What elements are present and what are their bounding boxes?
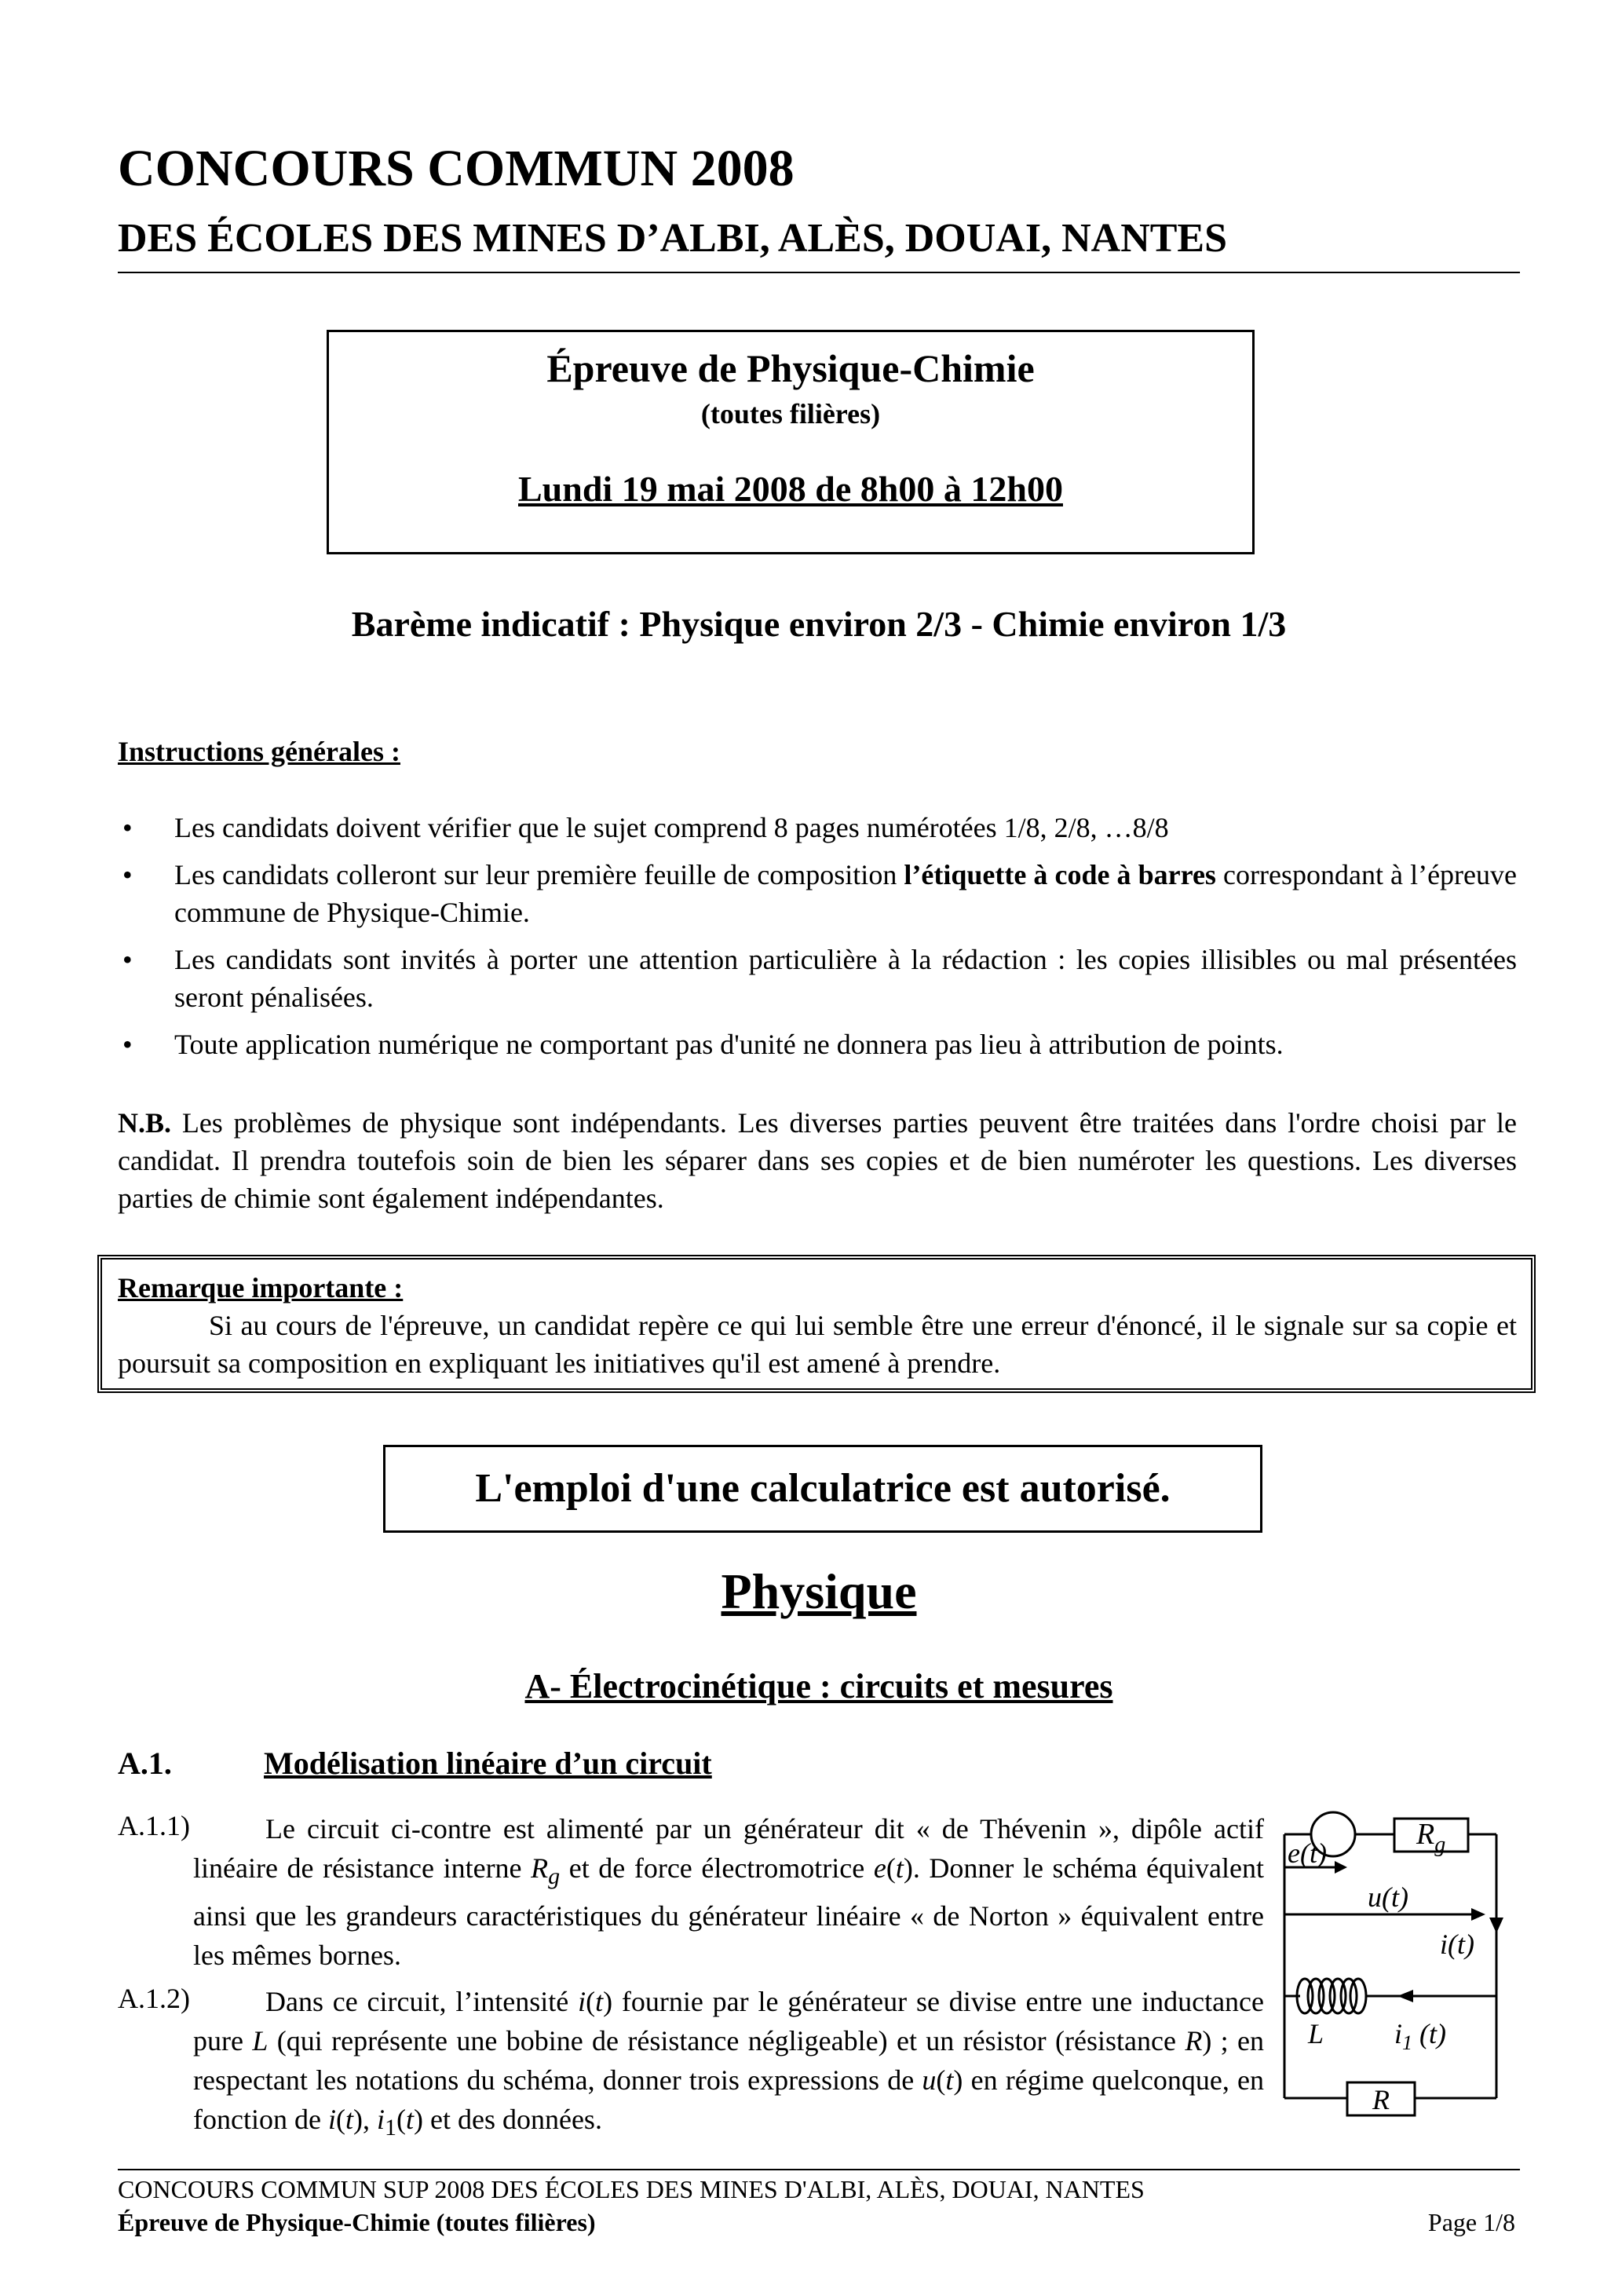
i-arrowhead	[1489, 1918, 1503, 1933]
exam-date: Lundi 19 mai 2008 de 8h00 à 12h00	[518, 469, 1063, 509]
nb-text: Les problèmes de physique sont indépendants. Les diverses parties peuvent être traitées dans l'ordre choisi par le candidat. Il prendra toutefois soin de bien les séparer dans ses copies et de bien numéroter les questions. Les diverses parties de chimie sont également indépendantes.	[118, 1107, 1517, 1214]
footer-line1: CONCOURS COMMUN SUP 2008 DES ÉCOLES DES MINES D'ALBI, ALÈS, DOUAI, NANTES	[118, 2175, 1145, 2203]
list-item	[118, 941, 1517, 1016]
instructions-list	[118, 809, 1517, 1073]
footer-line2: Épreuve de Physique-Chimie (toutes filières)	[118, 2208, 596, 2236]
i-label: i(t)	[1440, 1929, 1474, 1960]
bullet-icon: •	[122, 1029, 133, 1060]
l-label: L	[1308, 2018, 1324, 2049]
i1-arrowhead	[1397, 1990, 1413, 2002]
footer-rule	[118, 2169, 1520, 2170]
r-label: R	[1372, 2084, 1390, 2115]
page-number: Page 1/8	[1427, 2208, 1515, 2236]
bullet-icon: •	[122, 944, 133, 975]
instruction-text: Les candidats sont invités à porter une attention particulière à la rédaction : les copies illisibles ou mal présentées seront pénalisées.	[174, 944, 1517, 1013]
rg-label: $R_g$	[1416, 1818, 1446, 1857]
nb-label: N.B.	[118, 1107, 172, 1139]
instruction-text: Les candidats colleront sur leur première feuille de composition	[174, 859, 904, 890]
circuit-diagram	[1269, 1798, 1520, 2120]
instruction-text: Les candidats doivent vérifier que le sujet comprend 8 pages numérotées 1/8, 2/8, …8/8	[174, 812, 1169, 843]
header-rule	[118, 272, 1520, 273]
remark-text: Si au cours de l'épreuve, un candidat repère ce qui lui semble être une erreur d'énoncé, il le signale sur sa copie et poursuit sa composition en expliquant les initiatives qu'il est amené à prendre.	[118, 1310, 1517, 1379]
question-text: Dans ce circuit, l’intensité i(t) fournie par le générateur se divise entre une inductance pure L (qui représente une bobine de résistance négligeable) et un résistor (résistance R) ; en respectant les notations du schéma, donner trois expressions de u(t) en régime quelconque, en fonction de i(t), $i_1(t)$ et des données.	[193, 1986, 1265, 2141]
u-label: u(t)	[1368, 1881, 1408, 1913]
exam-title: Épreuve de Physique-Chimie	[546, 346, 1035, 390]
list-item	[118, 1026, 1517, 1063]
subsection-number: A.1.	[118, 1746, 172, 1781]
i1-label: $i_1$ (t)	[1394, 2018, 1446, 2054]
bullet-icon: •	[122, 859, 133, 890]
calculator-notice: L'emploi d'une calculatrice est autorisé.	[383, 1445, 1262, 1533]
subsection-title: Modélisation linéaire d’un circuit	[264, 1746, 712, 1781]
header-title-line2: DES ÉCOLES DES MINES D’ALBI, ALÈS, DOUAI, NANTES	[118, 216, 1228, 261]
inductor-coil	[1297, 1979, 1366, 2013]
question-text: Le circuit ci-contre est alimenté par un générateur dit « de Thévenin », dipôle actif linéaire de résistance interne $R_g$ et de force électromotrice e(t). Donner le schéma équivalent ainsi que les grandeurs caractéristiques du générateur linéaire « de Norton » équivalent entre les mêmes bornes.	[193, 1813, 1264, 1972]
instructions-heading: Instructions générales :	[118, 736, 400, 767]
question-number: A.1.1)	[118, 1810, 190, 1841]
remark-heading: Remarque importante :	[118, 1272, 404, 1303]
e-arrowhead	[1335, 1861, 1347, 1874]
u-arrowhead	[1471, 1908, 1485, 1921]
instruction-text: correspondant à l’épreuve commune de Physique-Chimie.	[174, 859, 1517, 928]
e-label: e(t)	[1288, 1837, 1327, 1869]
physique-heading: Physique	[721, 1563, 917, 1619]
list-item	[118, 809, 1517, 846]
nb-paragraph	[118, 1104, 1517, 1217]
header-title-line1: CONCOURS COMMUN 2008	[118, 140, 795, 197]
instruction-text: Toute application numérique ne comportant pas d'unité ne donnera pas lieu à attribution de points.	[174, 1029, 1284, 1060]
instruction-bold-text: l’étiquette à code à barres	[904, 859, 1216, 890]
remark-box	[97, 1255, 1536, 1393]
bullet-icon: •	[122, 812, 133, 843]
question-number: A.1.2)	[118, 1983, 190, 2014]
section-a-heading: A- Électrocinétique : circuits et mesures	[524, 1667, 1113, 1706]
exam-subtitle: (toutes filières)	[700, 398, 881, 430]
bareme-line: Barème indicatif : Physique environ 2/3 - Chimie environ 1/3	[351, 604, 1287, 644]
list-item	[118, 856, 1517, 931]
